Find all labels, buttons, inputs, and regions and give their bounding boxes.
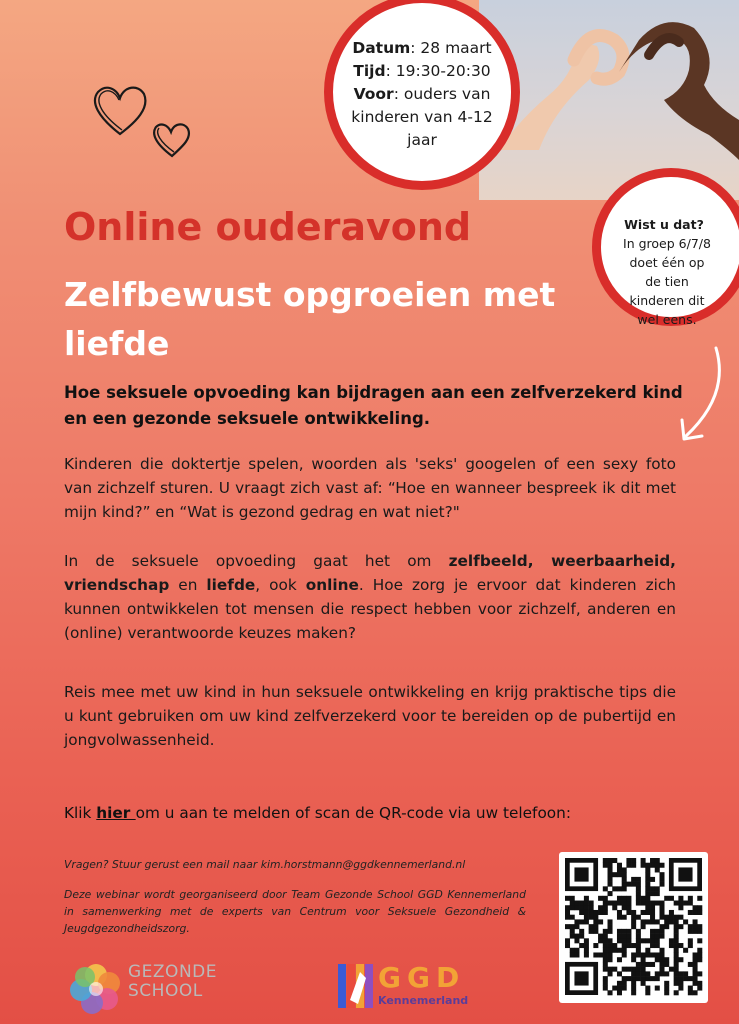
flower-logo-icon xyxy=(70,963,122,1015)
lead-text: Hoe seksuele opvoeding kan bijdragen aan een zelfverzekerd kind en een gezonde seksuele ontwikkeling. xyxy=(64,383,683,428)
event-info-badge xyxy=(324,0,520,190)
gezonde-label: GEZONDE xyxy=(128,962,217,982)
paragraph-intro: Kinderen die doktertje spelen, woorden als 'seks' googelen of een sexy foto van zichzelf sturen. U vraagt zich vast af: “Hoe en wanneer bespreek ik dit met mijn kind?” en “Wat is gezond gedrag en wat niet?" xyxy=(64,455,676,521)
gezonde-school-logo xyxy=(70,963,220,1015)
fact-text: In groep 6/7/8 doet één op de tien kinderen dit wel eens. xyxy=(623,236,711,327)
hearts-doodle-icon xyxy=(88,82,198,162)
questions-text: Vragen? Stuur gerust een mail naar kim.horstmann@ggdkennemerland.nl xyxy=(64,858,466,871)
ggd-emblem-icon xyxy=(338,964,374,1008)
qr-code[interactable] xyxy=(559,852,708,1003)
date-label: Datum xyxy=(352,39,411,57)
page-title: Online ouderavond xyxy=(64,205,472,249)
ggd-kennemerland-logo xyxy=(338,962,483,1012)
signup-call-to-action: Klik hier om u aan te melden of scan de QR-code via uw telefoon: xyxy=(64,804,572,822)
fact-badge xyxy=(592,168,739,326)
fact-heading: Wist u dat? xyxy=(624,217,704,232)
paragraph-invite: Reis mee met uw kind in hun seksuele ontwikkeling en krijg praktische tips die u kunt gebruiken om uw kind zelfverzekerd voor te bereiden op de pubertijd en jongvolwassenheid. xyxy=(64,683,676,749)
page-subtitle: Zelfbewust opgroeien met liefde xyxy=(64,275,556,363)
kennemerland-label: Kennemerland xyxy=(378,994,469,1007)
paragraph-topics: In de seksuele opvoeding gaat het om zelfbeeld, weerbaarheid, vriendschap en liefde, ook online. Hoe zorg je ervoor dat kinderen zich kunnen ontwikkelen tot mensen die respect hebben voor zichzelf, anderen en (online) verantwoorde keuzes maken? xyxy=(64,552,676,642)
school-label: SCHOOL xyxy=(128,981,203,1001)
audience-label: Voor xyxy=(353,85,394,103)
ggd-label: GGD xyxy=(378,961,466,994)
time-value: : 19:30-20:30 xyxy=(385,62,491,80)
organizer-text: Deze webinar wordt georganiseerd door Team Gezonde School GGD Kennemerland in samenwerking met de experts van Centrum voor Seksuele Gezondheid & Jeugdgezondheidszorg. xyxy=(64,888,526,935)
date-value: : 28 maart xyxy=(410,39,492,57)
audience-value: : ouders van kinderen van 4-12 jaar xyxy=(351,85,493,149)
time-label: Tijd xyxy=(353,62,386,80)
signup-link[interactable]: hier xyxy=(96,804,136,822)
